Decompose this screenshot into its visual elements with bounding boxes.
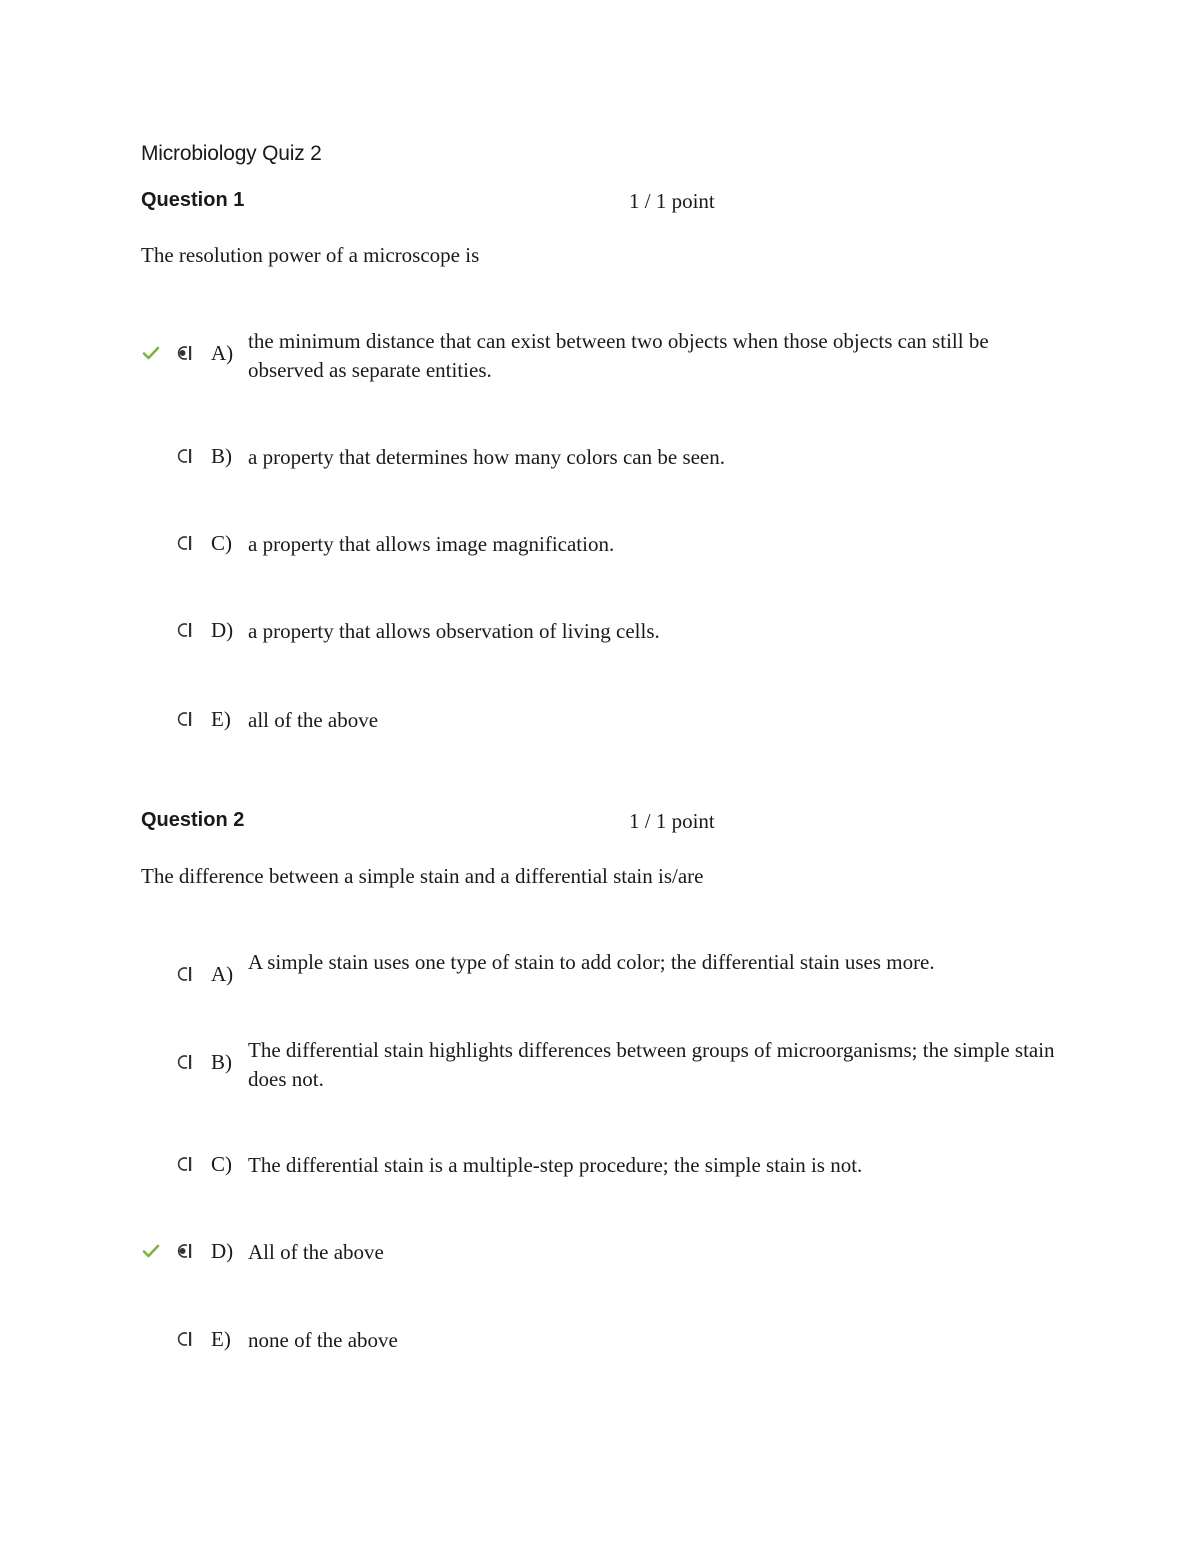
radio-unselected-icon[interactable] <box>174 1053 194 1071</box>
option-text: a property that allows image magnification. <box>248 532 615 556</box>
option-text: the minimum distance that can exist between two objects when those objects can still be observed as separate entities. <box>248 329 989 382</box>
question-2-title: Question 2 <box>141 809 245 831</box>
radio-unselected-icon[interactable] <box>174 447 194 465</box>
option-letter: A) <box>211 341 234 365</box>
radio-unselected-icon[interactable] <box>174 534 194 552</box>
option-letter: A) <box>211 962 234 986</box>
radio-unselected-icon[interactable] <box>174 1330 194 1348</box>
correct-check-icon <box>142 345 160 361</box>
option-text: A simple stain uses one type of stain to add color; the differential stain uses more. <box>248 950 935 974</box>
option-letter: C) <box>211 1152 232 1176</box>
question-2-stem: The difference between a simple stain and a differential stain is/are <box>141 864 704 888</box>
question-1-title: Question 1 <box>141 189 245 211</box>
question-2-header <box>141 809 841 839</box>
option-letter: D) <box>211 618 234 642</box>
radio-unselected-icon[interactable] <box>174 1155 194 1173</box>
radio-selected-icon[interactable] <box>174 1242 194 1260</box>
option-letter: B) <box>211 444 232 468</box>
option-text: All of the above <box>248 1240 384 1264</box>
option-text: The differential stain highlights differences between groups of microorganisms; the simple stain does not. <box>248 1038 1055 1091</box>
question-1-stem: The resolution power of a microscope is <box>141 243 480 267</box>
option-letter: E) <box>211 707 231 731</box>
document-title: Microbiology Quiz 2 <box>141 142 322 165</box>
question-1-header <box>141 189 841 219</box>
option-text: a property that allows observation of living cells. <box>248 619 660 643</box>
radio-unselected-icon[interactable] <box>174 621 194 639</box>
question-1-points: 1 / 1 point <box>629 189 715 213</box>
option-text: a property that determines how many colors can be seen. <box>248 445 726 469</box>
radio-unselected-icon[interactable] <box>174 710 194 728</box>
correct-check-icon <box>142 1243 160 1259</box>
question-2-points: 1 / 1 point <box>629 809 715 833</box>
option-letter: C) <box>211 531 232 555</box>
option-text: none of the above <box>248 1328 398 1352</box>
option-text: all of the above <box>248 708 379 732</box>
option-letter: E) <box>211 1327 231 1351</box>
radio-selected-icon[interactable] <box>174 344 194 362</box>
option-letter: D) <box>211 1239 234 1263</box>
option-letter: B) <box>211 1050 232 1074</box>
radio-unselected-icon[interactable] <box>174 965 194 983</box>
option-text: The differential stain is a multiple-step procedure; the simple stain is not. <box>248 1153 863 1177</box>
